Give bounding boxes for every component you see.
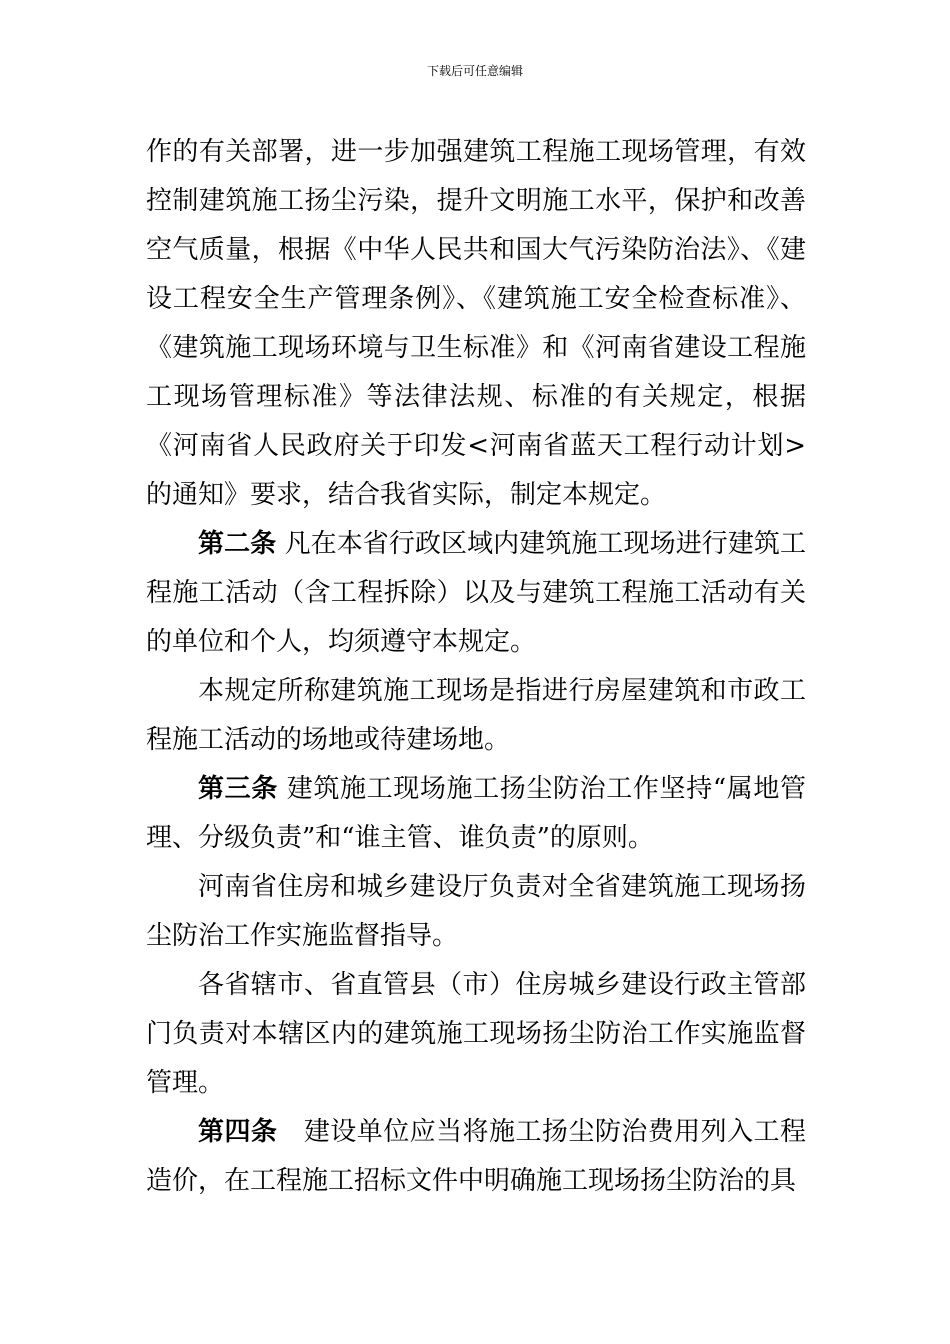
article-2 <box>146 520 806 667</box>
paragraph-text: 河南省住房和城乡建设厅负责对全省建筑施工现场扬尘防治工作实施监督指导。 <box>146 872 806 951</box>
article-3 <box>146 765 806 863</box>
paragraph-text: 各省辖市、省直管县（市）住房城乡建设行政主管部门负责对本辖区内的建筑施工现场扬尘防治工作实施监督管理。 <box>146 970 806 1098</box>
paragraph <box>146 667 806 765</box>
paragraph-text: 建筑施工现场施工扬尘防治工作坚持“属地管理、分级负责”和“谁主管、谁负责”的原则。 <box>146 774 806 853</box>
paragraph-continuation <box>146 128 806 520</box>
paragraph <box>146 961 806 1108</box>
article-4 <box>146 1108 806 1206</box>
page-header: 下载后可任意编辑 <box>426 64 523 78</box>
paragraph-text: 凡在本省行政区域内建筑施工现场进行建筑工程施工活动（含工程拆除）以及与建筑工程施工活动有关的单位和个人，均须遵守本规定。 <box>146 529 806 657</box>
article-label: 第二条 <box>198 529 277 559</box>
article-label: 第三条 <box>198 774 278 804</box>
document-body <box>146 128 806 1206</box>
paragraph-text: 作的有关部署，进一步加强建筑工程施工现场管理，有效控制建筑施工扬尘污染，提升文明施工水平，保护和改善空气质量，根据《中华人民共和国大气污染防治法》、《建设工程安全生产管理条例》、《建筑施工安全检查标准》、《建筑施工现场环境与卫生标准》和《河南省建设工程施工现场管理标准》等法律法规、标准的有关规定，根据《河南省人民政府关于印发<河南省蓝天工程行动计划>的通知》要求，结合我省实际，制定本规定。 <box>146 137 806 510</box>
paragraph-text: 建设单位应当将施工扬尘防治费用列入工程造价，在工程施工招标文件中明确施工现场扬尘防治的具 <box>146 1117 806 1196</box>
paragraph-text: 本规定所称建筑施工现场是指进行房屋建筑和市政工程施工活动的场地或待建场地。 <box>146 676 806 755</box>
paragraph <box>146 863 806 961</box>
article-label: 第四条 <box>198 1117 278 1147</box>
